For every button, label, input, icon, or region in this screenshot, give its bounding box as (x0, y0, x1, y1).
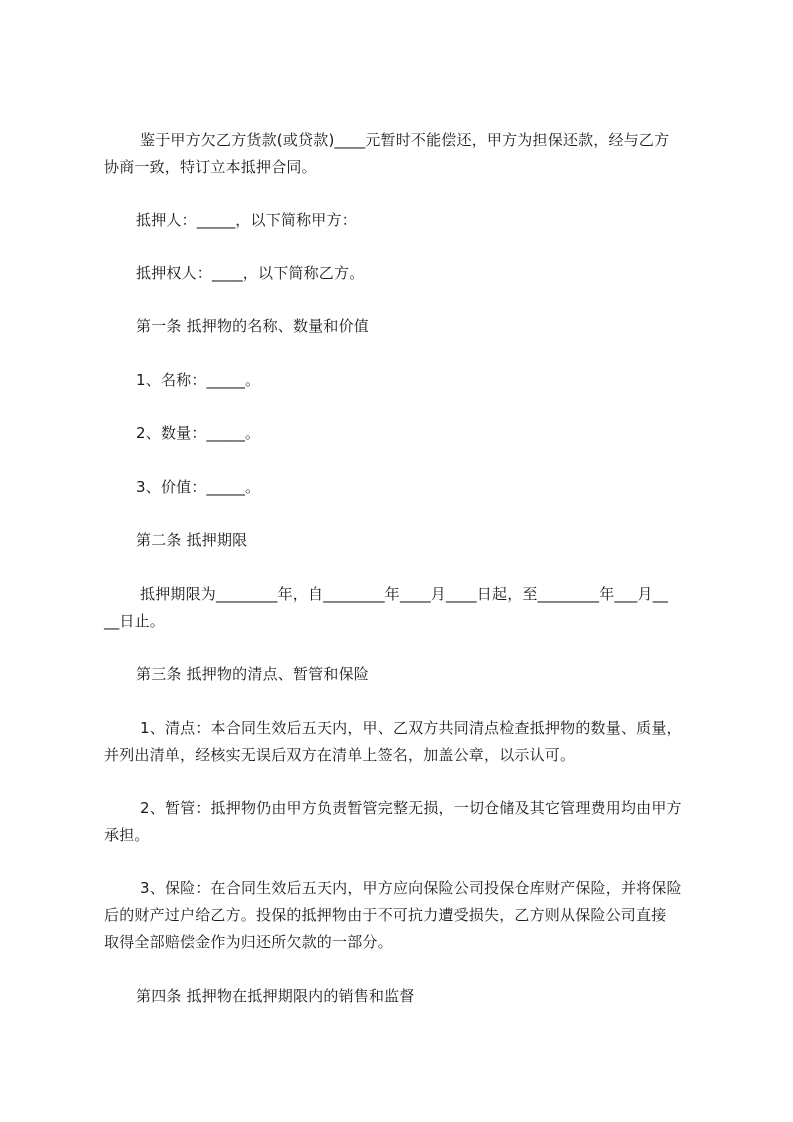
article-3-item-3-line-2: 后的财产过户给乙方。投保的抵押物由于不可抗力遭受损失，乙方则从保险公司直接 (104, 906, 667, 924)
article-3-title: 第三条 抵押物的清点、暂管和保险 (136, 665, 369, 683)
article-4-title: 第四条 抵押物在抵押期限内的销售和监督 (136, 987, 415, 1005)
article-3-item-3-line-3: 取得全部赔偿金作为归还所欠款的一部分。 (104, 933, 393, 951)
article-3-item-2-line-1: 2、暂管：抵押物仍由甲方负责暂管完整无损，一切仓储及其它管理费用均由甲方 (140, 799, 682, 817)
article-2-term-line-2: __日止。 (104, 612, 166, 630)
article-1-item-quantity: 2、数量：_____。 (136, 424, 261, 442)
mortgagee-line: 抵押权人：____，以下简称乙方。 (136, 264, 365, 282)
article-3-item-3-line-1: 3、保险：在合同生效后五天内，甲方应向保险公司投保仓库财产保险，并将保险 (140, 879, 682, 897)
intro-paragraph-line-2: 协商一致，特订立本抵押合同。 (104, 158, 317, 176)
article-1-item-value: 3、价值：_____。 (136, 478, 261, 496)
article-1-item-name: 1、名称：_____。 (136, 371, 261, 389)
article-1-title: 第一条 抵押物的名称、数量和价值 (136, 317, 369, 335)
article-3-item-1-line-1: 1、清点：本合同生效后五天内，甲、乙双方共同清点检查抵押物的数量、质量， (140, 719, 682, 737)
article-2-title: 第二条 抵押期限 (136, 531, 248, 549)
article-2-term-line-1: 抵押期限为________年，自________年____月____日起，至________年___月__ (140, 585, 669, 603)
article-3-item-2-line-2: 承担。 (104, 826, 150, 844)
mortgagor-line: 抵押人：_____，以下简称甲方： (136, 211, 357, 229)
article-3-item-1-line-2: 并列出清单，经核实无误后双方在清单上签名，加盖公章，以示认可。 (104, 746, 576, 764)
intro-paragraph-line-1: 鉴于甲方欠乙方货款(或贷款)____元暂时不能偿还，甲方为担保还款，经与乙方 (140, 131, 670, 149)
